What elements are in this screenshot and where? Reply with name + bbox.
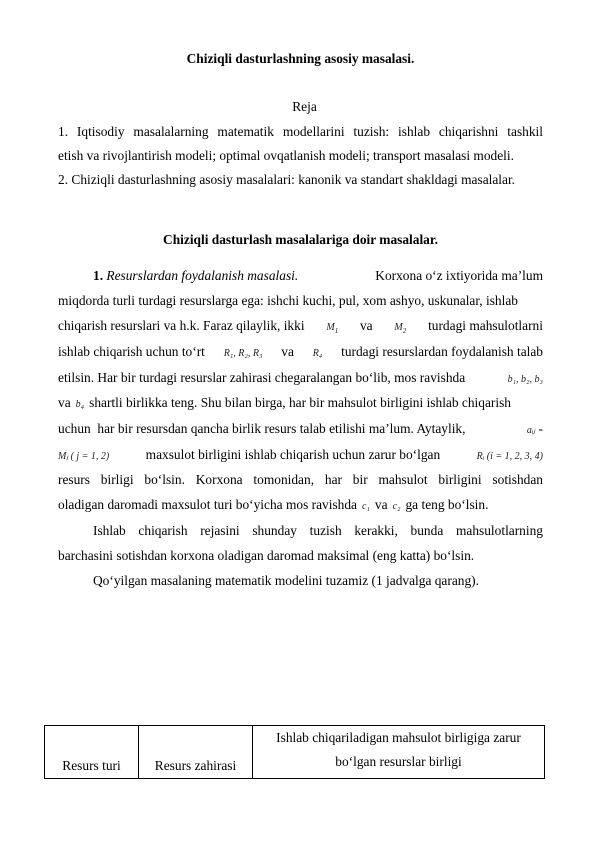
math-r4: R₄: [312, 348, 323, 359]
plan-item-2: 2. Chiziqli dasturlashning asosiy masalalari: kanonik va standart shakldagi masalalar.: [58, 172, 516, 187]
text-run: uchun har bir resursdan qancha birlik resurs talab etilishi ma’lum. Aytaylik,: [58, 421, 466, 436]
math-c2: c₂: [392, 501, 401, 512]
header-resource-requirement: [253, 726, 545, 779]
section-title: Chiziqli dasturlash masalalariga doir masalalar.: [163, 232, 438, 247]
math-b1-b3: b₁, b₂, b₃: [507, 374, 543, 385]
text-run: va: [58, 395, 71, 410]
paragraph-1-line-7: [58, 421, 543, 439]
table-header-row: [45, 726, 545, 779]
text-run: ishlab chiqarish uchun to‘rt: [58, 344, 205, 359]
text-run: va: [359, 318, 373, 333]
item-number: 1.: [93, 268, 104, 283]
text-run: maxsulot birligini ishlab chiqarish uchun zarur bo‘lgan: [145, 447, 441, 462]
math-m1: $M_1$: [326, 322, 339, 335]
plan-item-1-cont: etish va rivojlantirish modeli; optimal ovqatlanish modeli; transport masalasi modeli.: [58, 148, 514, 163]
plan-item-1: 1. Iqtisodiy masalalarning matematik modellarini tuzish: ishlab chiqarishni tashkil: [58, 124, 543, 139]
math-r1-r3: R₁, R₂, R₃: [223, 348, 263, 359]
text-run: va: [281, 344, 294, 359]
paragraph-1-line-2: [58, 293, 543, 309]
text-run: ga teng bo‘lsin.: [405, 497, 489, 512]
text-run: Korxona o‘z ixtiyorida ma’lum: [375, 268, 543, 283]
dash: -: [538, 421, 543, 436]
plan-heading: Reja: [292, 99, 317, 114]
math-m2: $M_2$: [394, 322, 407, 335]
text-run: etilsin. Har bir turdagi resurslar zahirasi chegaralangan bo‘lib, mos ravishda: [58, 370, 466, 385]
item-heading: Resurslardan foydalanish masalasi.: [106, 268, 299, 283]
text-run: miqdorda turli turdagi resurslarga ega: ishchi kuchi, pul, xom ashyo, uskunalar, ishlab: [58, 293, 518, 308]
text-run: va: [374, 497, 388, 512]
resource-table: [44, 725, 545, 779]
text-run: shartli birlikka teng. Shu bilan birga, har bir mahsulot birligini ishlab chiqarish: [89, 395, 511, 410]
text-run: turdagi mahsulotlarni: [428, 318, 543, 333]
math-b4: b₄: [75, 399, 85, 410]
header-resource-stock: Resurs zahirasi: [139, 726, 253, 779]
document-title: Chiziqli dasturlashning asosiy masalasi.: [186, 51, 415, 66]
math-aij: aᵢⱼ: [526, 425, 536, 436]
header-resource-type: Resurs turi: [45, 726, 139, 779]
header-line-2: bo‘lgan resurslar birligi: [335, 754, 462, 769]
paragraph-2-line-1: Ishlab chiqarish rejasini shunday tuzish kerakki, bunda mahsulotlarning: [93, 523, 543, 538]
paragraph-2-line-2: barchasini sotishdan korxona oladigan daromad maksimal (eng katta) bo‘lsin.: [58, 548, 475, 563]
paragraph-1-line-3: [58, 318, 543, 339]
text-run: turdagi resurslardan foydalanish talab: [341, 344, 543, 359]
paragraph-1-line-5: [58, 370, 543, 388]
text-run: oladigan daromadi maxsulot turi bo‘yicha mos ravishda: [58, 497, 357, 512]
paragraph-3: Qo‘yilgan masalaning matematik modelini tuzamiz (1 jadvalga qarang).: [93, 573, 479, 588]
math-c1: c₁: [362, 501, 370, 512]
header-line-1: Ishlab chiqariladigan mahsulot birligiga zarur: [276, 730, 521, 745]
paragraph-1-line-10: [58, 497, 543, 515]
math-ri: Rᵢ (i = 1, 2, 3, 4): [476, 451, 543, 462]
paragraph-1-line-8: [58, 447, 543, 465]
math-mj: Mⱼ ( j = 1, 2): [58, 451, 110, 462]
text-run: chiqarish resurslari va h.k. Faraz qilaylik, ikki: [58, 318, 305, 333]
paragraph-1-line-4: [58, 344, 543, 362]
paragraph-1-line-9: resurs birligi bo‘lsin. Korxona tomonidan, har bir mahsulot birligini sotishdan: [58, 472, 543, 487]
paragraph-1-line-6: [58, 395, 543, 413]
paragraph-1-line-1: [58, 268, 543, 284]
